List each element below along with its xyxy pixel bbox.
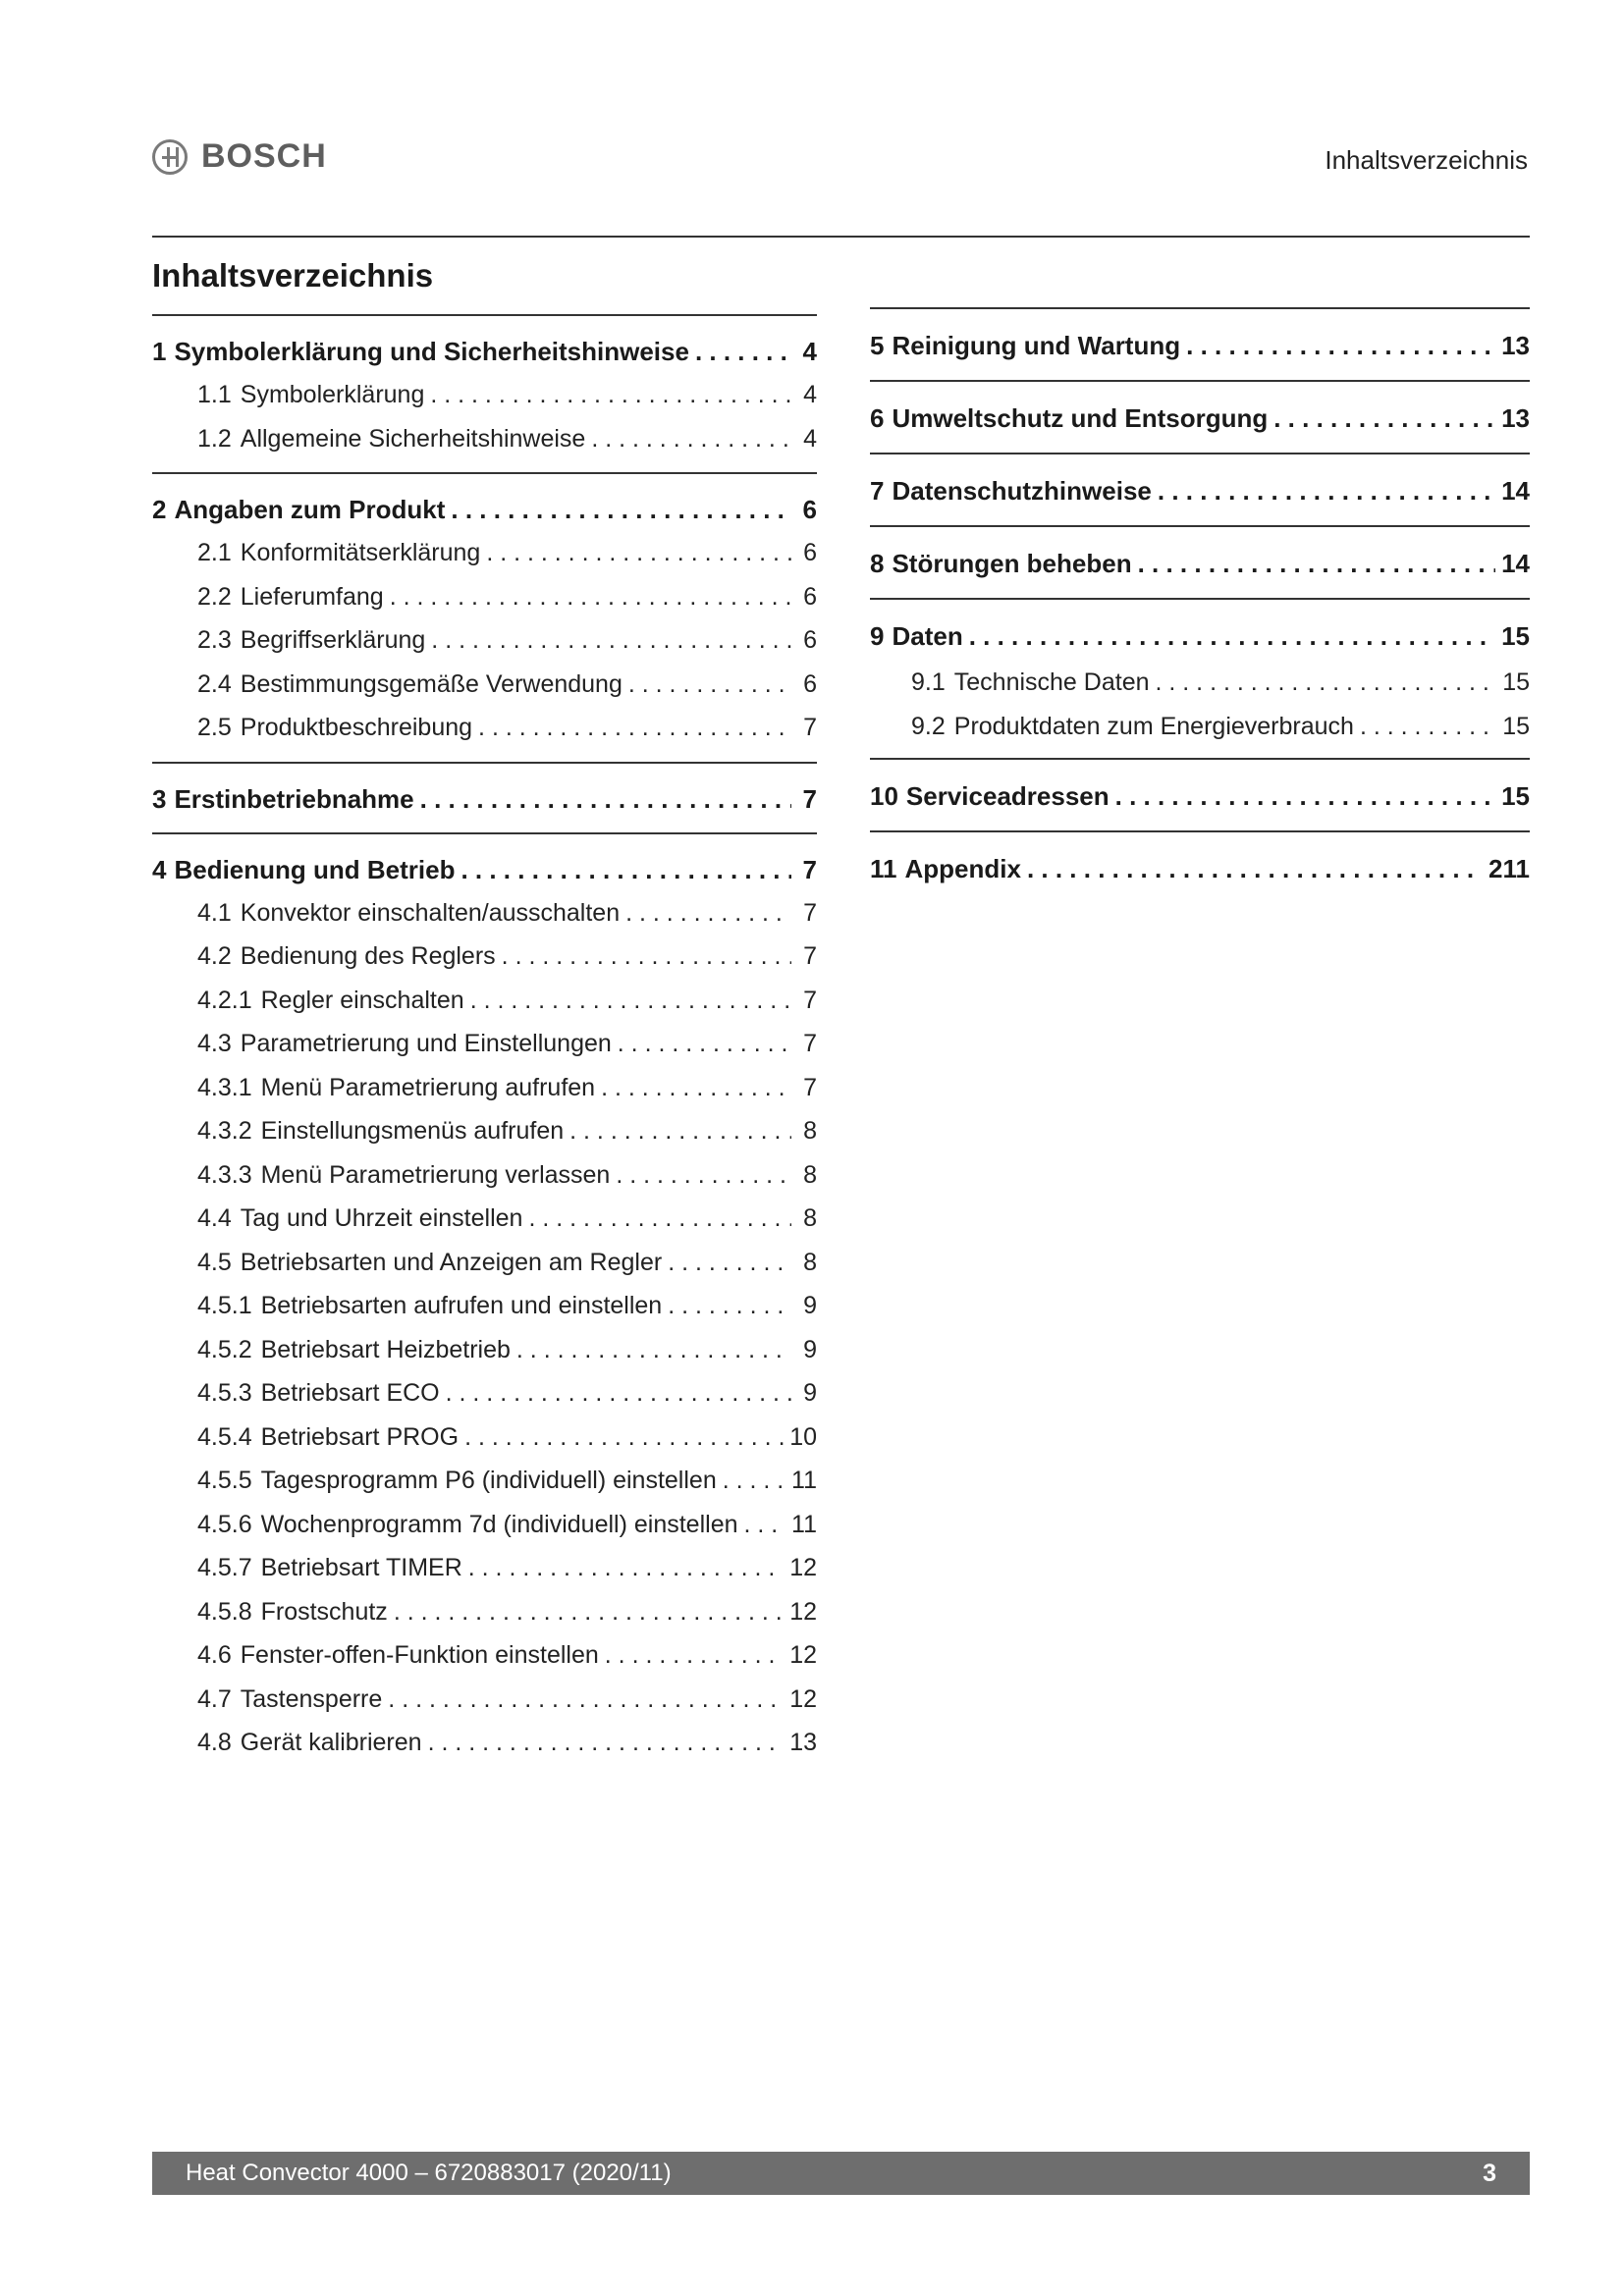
- toc-section-5: [870, 309, 1530, 382]
- toc-label: Betriebsart ECO: [260, 1379, 440, 1407]
- toc-entry[interactable]: [152, 777, 817, 821]
- leader-dots: [668, 1284, 791, 1328]
- toc-num: 4.5.8: [197, 1597, 252, 1626]
- toc-num: 4.5: [197, 1248, 232, 1276]
- toc-page: 6: [802, 495, 817, 524]
- toc-page: 7: [803, 898, 817, 927]
- leader-dots: [1156, 661, 1497, 705]
- toc-label: Daten: [892, 621, 963, 651]
- toc-label: Konvektor einschalten/ausschalten: [240, 898, 621, 927]
- leader-dots: [723, 1459, 785, 1503]
- toc-subentry[interactable]: [152, 618, 817, 663]
- toc-label: Allgemeine Sicherheitshinweise: [240, 424, 586, 453]
- toc-num: 4.6: [197, 1641, 232, 1669]
- toc-entry[interactable]: [870, 466, 1530, 515]
- toc-entry[interactable]: [870, 321, 1530, 370]
- toc-label: Symbolerklärung: [240, 381, 425, 408]
- toc-num: 4.3.1: [197, 1073, 252, 1101]
- leader-dots: [446, 1371, 791, 1415]
- toc-num: 1.1: [197, 381, 232, 408]
- toc-subentry[interactable]: [152, 1415, 817, 1460]
- bosch-armature-icon: [152, 139, 188, 175]
- toc-page: 13: [789, 1729, 817, 1756]
- toc-num: 2.2: [197, 582, 232, 611]
- toc-label: Bedienung und Betrieb: [174, 854, 456, 884]
- toc-num: 4.5.4: [197, 1422, 252, 1451]
- toc-subentry[interactable]: [152, 1503, 817, 1547]
- toc-label: Tagesprogramm P6 (individuell) einstellen: [260, 1467, 717, 1494]
- leader-dots: [695, 330, 791, 373]
- leader-dots: [470, 979, 791, 1023]
- leader-dots: [451, 488, 791, 531]
- toc-page: 7: [802, 854, 817, 884]
- toc-subentry[interactable]: [152, 1459, 817, 1503]
- toc-page: 11: [791, 1510, 817, 1538]
- leader-dots: [528, 1197, 791, 1241]
- toc-page: 12: [789, 1641, 817, 1669]
- leader-dots: [388, 1678, 784, 1722]
- toc-num: 1: [152, 337, 167, 366]
- toc-label: Begriffserklärung: [240, 626, 426, 654]
- toc-subentry[interactable]: [152, 979, 817, 1023]
- toc-num: 4.5.7: [197, 1554, 252, 1581]
- leader-dots: [420, 777, 791, 821]
- toc-label: Datenschutzhinweise: [892, 476, 1152, 506]
- toc-entry[interactable]: [870, 772, 1530, 821]
- leader-dots: [618, 1022, 791, 1066]
- toc-section-8: [870, 527, 1530, 600]
- toc-label: Regler einschalten: [260, 986, 464, 1014]
- toc-num: 9.1: [911, 668, 946, 696]
- toc-label: Tag und Uhrzeit einstellen: [240, 1204, 523, 1232]
- toc-page: 6: [803, 582, 817, 611]
- toc-page: 12: [789, 1684, 817, 1713]
- leader-dots: [478, 706, 791, 750]
- toc-num: 4.2.1: [197, 986, 252, 1014]
- leader-dots: [625, 891, 791, 935]
- toc-subentry[interactable]: [152, 373, 817, 417]
- leader-dots: [616, 1153, 791, 1198]
- leader-dots: [460, 848, 791, 891]
- toc-entry[interactable]: [870, 844, 1530, 893]
- toc-subentry[interactable]: [152, 706, 817, 750]
- toc-label: Betriebsart Heizbetrieb: [260, 1335, 511, 1363]
- toc-label: Konformitätserklärung: [240, 539, 481, 566]
- toc-subentry[interactable]: [152, 1022, 817, 1066]
- toc-entry[interactable]: [152, 848, 817, 891]
- toc-page: 13: [1501, 331, 1530, 360]
- toc-page: 14: [1501, 476, 1530, 506]
- toc-label: Parametrierung und Einstellungen: [240, 1030, 612, 1057]
- toc-num: 9: [870, 621, 885, 651]
- toc-label: Technische Daten: [953, 668, 1150, 696]
- toc-section-1: [152, 316, 817, 474]
- toc-label: Fenster-offen-Funktion einstellen: [240, 1641, 599, 1669]
- toc-subentry[interactable]: [870, 705, 1530, 749]
- leader-dots: [569, 1109, 791, 1153]
- toc-subentry[interactable]: [152, 891, 817, 935]
- toc-subentry[interactable]: [152, 1721, 817, 1765]
- toc-page: 6: [803, 539, 817, 566]
- toc-page: 15: [1501, 781, 1530, 811]
- toc-num: 4.3.2: [197, 1117, 252, 1145]
- brand-name: BOSCH: [201, 137, 327, 175]
- leader-dots: [464, 1415, 784, 1460]
- toc-section-11: [870, 832, 1530, 903]
- toc-label: Betriebsarten und Anzeigen am Regler: [240, 1248, 663, 1276]
- toc-num: 9.2: [911, 712, 946, 740]
- footer-document-id: Heat Convector 4000 – 6720883017 (2020/11): [186, 2160, 672, 2186]
- toc-page: 9: [803, 1379, 817, 1407]
- toc-page: 211: [1489, 854, 1530, 883]
- toc-label: Störungen beheben: [892, 549, 1132, 578]
- toc-page: 12: [789, 1597, 817, 1626]
- toc-label: Produktdaten zum Energieverbrauch: [953, 712, 1354, 740]
- leader-dots: [502, 934, 791, 979]
- toc-label: Gerät kalibrieren: [240, 1729, 422, 1756]
- toc-entry[interactable]: [870, 394, 1530, 443]
- toc-label: Betriebsart PROG: [260, 1422, 460, 1451]
- toc-num: 11: [870, 854, 897, 883]
- toc-label: Betriebsart TIMER: [260, 1554, 462, 1581]
- toc-num: 4.5.6: [197, 1510, 252, 1538]
- toc-num: 4.3: [197, 1030, 232, 1057]
- leader-dots: [428, 1721, 785, 1765]
- toc-num: 4.1: [197, 898, 232, 927]
- toc-page: 15: [1502, 668, 1530, 696]
- toc-page: 8: [803, 1248, 817, 1276]
- toc-subentry[interactable]: [152, 663, 817, 707]
- toc-label: Betriebsarten aufrufen und einstellen: [260, 1292, 663, 1319]
- header-section-title: Inhaltsverzeichnis: [1325, 145, 1528, 175]
- toc-section-9: [870, 600, 1530, 760]
- toc-num: 4.4: [197, 1204, 232, 1232]
- toc-subentry[interactable]: [152, 1066, 817, 1110]
- toc-section-10: [870, 760, 1530, 832]
- toc-subentry[interactable]: [152, 575, 817, 619]
- toc-entry[interactable]: [870, 539, 1530, 588]
- leader-dots: [516, 1328, 791, 1372]
- toc-num: 4.2: [197, 942, 232, 970]
- toc-subentry[interactable]: [152, 417, 817, 461]
- toc-subentry[interactable]: [152, 1284, 817, 1328]
- toc-page: 9: [803, 1335, 817, 1363]
- toc-section-7: [870, 454, 1530, 527]
- toc-page: 10: [789, 1422, 817, 1451]
- leader-dots: [390, 575, 791, 619]
- toc-label: Bestimmungsgemäße Verwendung: [240, 669, 623, 698]
- toc-page: 15: [1501, 621, 1530, 651]
- toc-label: Appendix: [904, 854, 1021, 883]
- toc-subentry[interactable]: [870, 661, 1530, 705]
- toc-label: Frostschutz: [260, 1597, 388, 1626]
- toc-page: 13: [1501, 403, 1530, 433]
- leader-dots: [1027, 844, 1483, 893]
- bosch-logo: [152, 137, 327, 176]
- toc-label: Angaben zum Produkt: [174, 495, 446, 524]
- toc-left-column: [152, 314, 817, 1777]
- toc-page: 4: [802, 337, 817, 366]
- toc-label: Erstinbetriebnahme: [174, 783, 414, 814]
- leader-dots: [1186, 321, 1495, 370]
- toc-num: 2.1: [197, 539, 232, 566]
- toc-num: 8: [870, 549, 885, 578]
- toc-entry[interactable]: [152, 488, 817, 531]
- toc-page: 7: [803, 714, 817, 741]
- toc-subentry[interactable]: [152, 1109, 817, 1153]
- toc-entry[interactable]: [152, 330, 817, 373]
- toc-page: 9: [803, 1292, 817, 1319]
- toc-label: Wochenprogramm 7d (individuell) einstellen: [260, 1510, 738, 1538]
- toc-page: 4: [803, 424, 817, 453]
- toc-label: Menü Parametrierung aufrufen: [260, 1073, 596, 1101]
- toc-label: Reinigung und Wartung: [892, 331, 1181, 360]
- toc-label: Menü Parametrierung verlassen: [260, 1160, 611, 1189]
- toc-page: 8: [803, 1117, 817, 1145]
- footer-page-number: 3: [1483, 2160, 1496, 2187]
- toc-num: 4.5.3: [197, 1379, 252, 1407]
- toc-subentry[interactable]: [152, 934, 817, 979]
- toc-entry[interactable]: [870, 612, 1530, 661]
- leader-dots: [628, 663, 791, 707]
- toc-label: Lieferumfang: [240, 582, 384, 611]
- leader-dots: [1158, 466, 1495, 515]
- toc-section-4: [152, 834, 817, 1777]
- leader-dots: [668, 1241, 791, 1285]
- toc-right-column: [870, 307, 1530, 903]
- toc-subentry[interactable]: [152, 1546, 817, 1590]
- toc-num: 7: [870, 476, 885, 506]
- toc-label: Tastensperre: [240, 1684, 383, 1713]
- toc-subentry[interactable]: [152, 1153, 817, 1198]
- toc-num: 4.5.5: [197, 1467, 252, 1494]
- toc-label: Einstellungsmenüs aufrufen: [260, 1117, 565, 1145]
- toc-page: 14: [1501, 549, 1530, 578]
- toc-subentry[interactable]: [152, 531, 817, 575]
- toc-page: 8: [803, 1204, 817, 1232]
- toc-page: 7: [803, 1030, 817, 1057]
- toc-page: 7: [803, 986, 817, 1014]
- toc-num: 4: [152, 854, 167, 884]
- toc-num: 2.3: [197, 626, 232, 654]
- toc-section-2: [152, 474, 817, 764]
- leader-dots: [744, 1503, 786, 1547]
- toc-subentry[interactable]: [152, 1328, 817, 1372]
- toc-subentry[interactable]: [152, 1590, 817, 1634]
- leader-dots: [486, 531, 791, 575]
- toc-num: 4.5.1: [197, 1292, 252, 1319]
- toc-page: 11: [791, 1467, 817, 1494]
- leader-dots: [394, 1590, 784, 1634]
- toc-num: 4.8: [197, 1729, 232, 1756]
- leader-dots: [601, 1066, 791, 1110]
- toc-num: 4.7: [197, 1684, 232, 1713]
- toc-label: Produktbeschreibung: [240, 714, 473, 741]
- toc-num: 6: [870, 403, 885, 433]
- toc-label: Serviceadressen: [905, 781, 1110, 811]
- toc-page: 6: [803, 626, 817, 654]
- toc-subentry[interactable]: [152, 1678, 817, 1722]
- toc-page: 7: [803, 1073, 817, 1101]
- toc-page: 8: [803, 1160, 817, 1189]
- leader-dots: [1273, 394, 1495, 443]
- leader-dots: [605, 1633, 784, 1678]
- leader-dots: [969, 612, 1495, 661]
- toc-label: Umweltschutz und Entsorgung: [892, 403, 1269, 433]
- toc-page: 12: [789, 1554, 817, 1581]
- toc-page: 7: [802, 783, 817, 814]
- leader-dots: [1115, 772, 1495, 821]
- toc-label: Bedienung des Reglers: [240, 942, 496, 970]
- toc-section-6: [870, 382, 1530, 454]
- leader-dots: [1360, 705, 1496, 749]
- toc-page: 4: [803, 381, 817, 408]
- toc-page: 15: [1502, 712, 1530, 740]
- toc-subentry[interactable]: [152, 1241, 817, 1285]
- header-divider: [152, 236, 1530, 238]
- toc-num: 4.5.2: [197, 1335, 252, 1363]
- toc-num: 10: [870, 781, 898, 811]
- toc-num: 2.5: [197, 714, 232, 741]
- toc-label: Symbolerklärung und Sicherheitshinweise: [174, 337, 689, 366]
- toc-num: 5: [870, 331, 885, 360]
- toc-subentry[interactable]: [152, 1197, 817, 1241]
- leader-dots: [468, 1546, 784, 1590]
- toc-subentry[interactable]: [152, 1633, 817, 1678]
- toc-subentry[interactable]: [152, 1371, 817, 1415]
- toc-page: 6: [803, 669, 817, 698]
- page-title: Inhaltsverzeichnis: [152, 257, 434, 294]
- leader-dots: [430, 373, 791, 417]
- toc-page: 7: [803, 942, 817, 970]
- toc-section-3: [152, 764, 817, 834]
- toc-num: 1.2: [197, 424, 232, 453]
- leader-dots: [591, 417, 791, 461]
- leader-dots: [431, 618, 791, 663]
- toc-num: 3: [152, 783, 167, 814]
- footer-bar: [152, 2152, 1530, 2195]
- toc-num: 2.4: [197, 669, 232, 698]
- toc-num: 4.3.3: [197, 1160, 252, 1189]
- toc-num: 2: [152, 495, 167, 524]
- leader-dots: [1138, 539, 1495, 588]
